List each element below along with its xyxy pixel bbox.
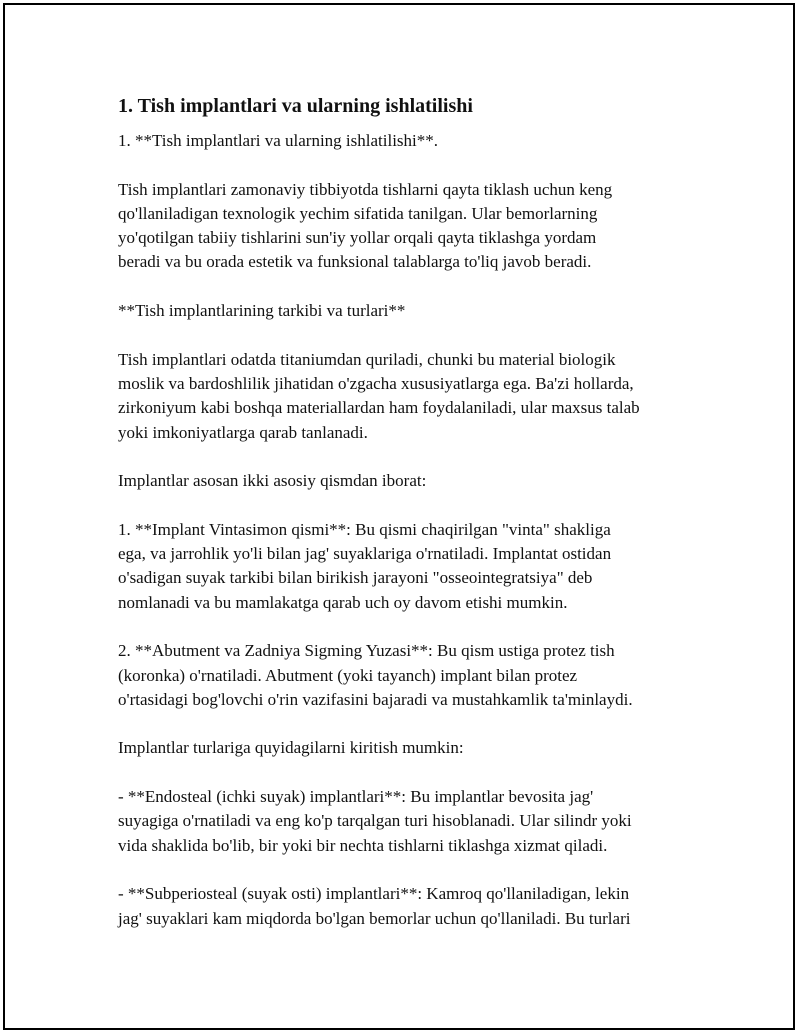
document-title: 1. Tish implantlari va ularning ishlatilishi [118,95,473,117]
paragraph-subperiosteal: - **Subperiosteal (suyak osti) implantlari**: Kamroq qo'llaniladigan, lekin jag' suyaklari kam miqdorda bo'lgan bemorlar uchun qo'llaniladi. Bu turlari [118,884,631,928]
paragraph-intro: Tish implantlari zamonaviy tibbiyotda tishlarni qayta tiklash uchun keng qo'llaniladigan texnologik yechim sifatida tanilgan. Ular bemorlarning yo'qotilgan tabiiy tishlarini sun'iy yollar orqali qayta tiklashga yordam beradi va bu orada estetik va funksional talablarga to'liq javob beradi. [118,179,613,272]
paragraph-section-heading: **Tish implantlarining tarkibi va turlari** [118,301,406,321]
paragraph-endosteal: - **Endosteal (ichki suyak) implantlari**: Bu implantlar bevosita jag' suyagiga o'rnatiladi va eng ko'p tarqalgan turi hisoblanadi. Ular silindr yoki vida shaklida bo'lib, bir yoki bir nechta tishlarni tiklashga xizmat qiladi. [118,787,632,855]
paragraph-part-one: 1. **Implant Vintasimon qismi**: Bu qismi chaqirilgan "vinta" shakliga ega, va jarrohlik yo'li bilan jag' suyaklariga o'rnatiladi. Implantat ostidan o'sadigan suyak tarkibi bilan birikish jarayoni "osseointegratsiya" deb nomlanadi va bu mamlakatga qarab uch oy davom etishi mumkin. [118,519,612,612]
paragraph-materials: Tish implantlari odatda titaniumdan quriladi, chunki bu material biologik moslik va bardoshlilik jihatidan o'zgacha xususiyatlarga ega. Ba'zi hollarda, zirkoniyum kabi boshqa materiallardan ham foydalaniladi, ular maxsus talab yoki imkoniyatlarga qarab tanlanadi. [118,349,640,442]
paragraph-heading-repeat: 1. **Tish implantlari va ularning ishlatilishi**. [118,131,439,150]
paragraph-part-two: 2. **Abutment va Zadniya Sigming Yuzasi**: Bu qism ustiga protez tish (koronka) o'rnatiladi. Abutment (yoki tayanch) implant bilan protez o'rtasidagi bog'lovchi o'rin vazifasini bajaradi va mustahkamlik ta'minlaydi. [118,641,633,709]
document-body [118,92,698,955]
paragraph-parts-intro: Implantlar asosan ikki asosiy qismdan iborat: [118,471,427,491]
paragraph-types-intro: Implantlar turlariga quyidagilarni kiritish mumkin: [118,738,464,758]
